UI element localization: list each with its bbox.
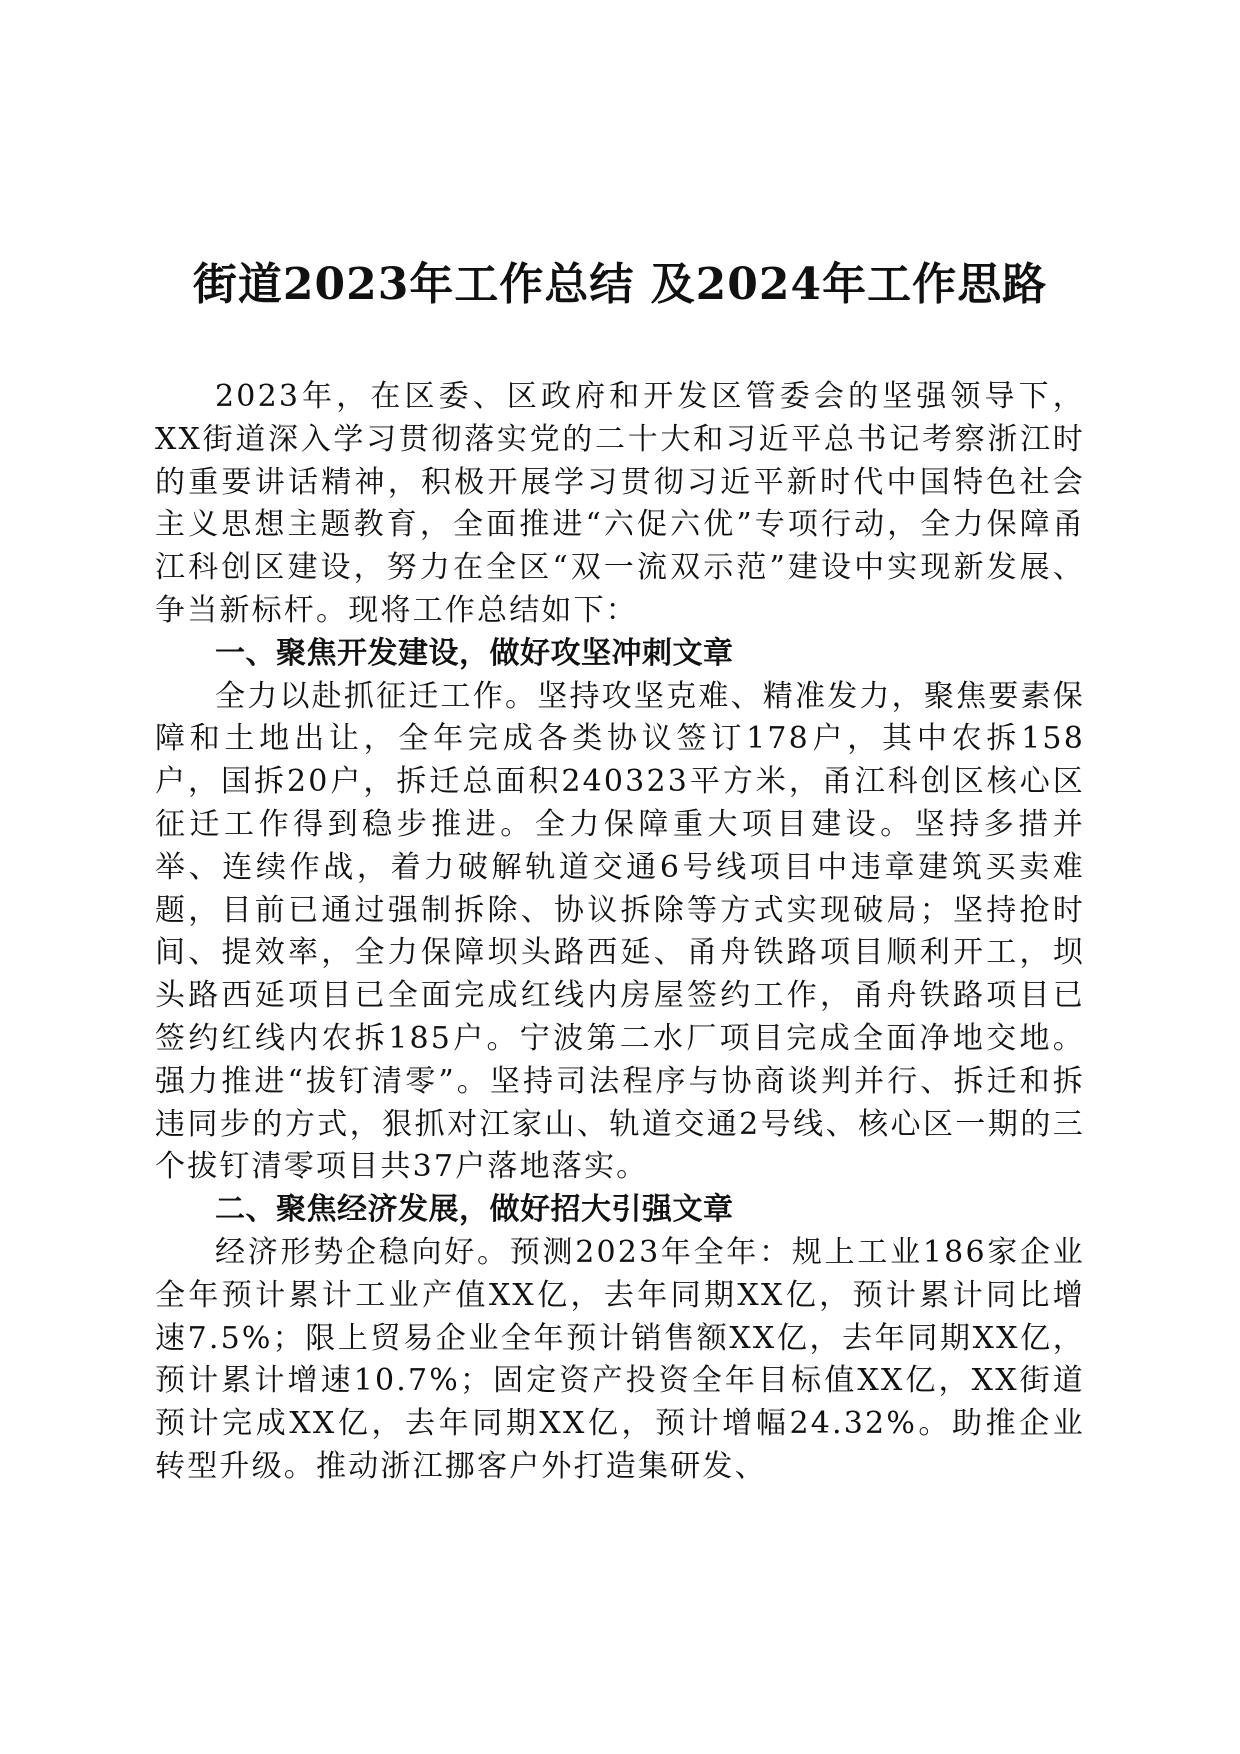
intro-paragraph: 2023年，在区委、区政府和开发区管委会的坚强领导下，XX街道深入学习贯彻落实党的二十大和习近平总书记考察浙江时的重要讲话精神，积极开展学习贯彻习近平新时代中国特色社会主义思想主题教育，全面推进“六促六优”专项行动，全力保障甬江科创区建设，努力在全区“双一流双示范”建设中实现新发展、争当新标杆。现将工作总结如下： [155,379,1085,628]
document-title: 街道2023年工作总结 及2024年工作思路 [192,259,1048,311]
section-2-paragraph: 经济形势企稳向好。预测2023年全年：规上工业186家企业全年预计累计工业产值XX亿，去年同期XX亿，预计累计同比增速7.5%；限上贸易企业全年预计销售额XX亿，去年同期XX亿，预计累计增速10.7%；固定资产投资全年目标值XX亿，XX街道预计完成XX亿，去年同期XX亿，预计增幅24.32%。助推企业转型升级。推动浙江挪客户外打造集研发、 [155,1234,1085,1484]
document-body [155,376,1085,1489]
section-1-paragraph: 全力以赴抓征迁工作。坚持攻坚克难、精准发力，聚焦要素保障和土地出让，全年完成各类协议签订178户，其中农拆158户，国拆20户，拆迁总面积240323平方米，甬江科创区核心区征迁工作得到稳步推进。全力保障重大项目建设。坚持多措并举、连续作战，着力破解轨道交通6号线项目中违章建筑买卖难题，目前已通过强制拆除、协议拆除等方式实现破局；坚持抢时间、提效率，全力保障坝头路西延、甬舟铁路项目顺利开工，坝头路西延项目已全面完成红线内房屋签约工作，甬舟铁路项目已签约红线内农拆185户。宁波第二水厂项目完成全面净地交地。强力推进“拔钉清零”。坚持司法程序与协商谈判并行、拆迁和拆违同步的方式，狠抓对江家山、轨道交通2号线、核心区一期的三个拔钉清零项目共37户落地落实。 [155,678,1085,1185]
section-2-heading: 二、聚焦经济发展，做好招大引强文章 [215,1192,734,1228]
section-1-heading: 一、聚焦开发建设，做好攻坚冲刺文章 [215,635,734,671]
